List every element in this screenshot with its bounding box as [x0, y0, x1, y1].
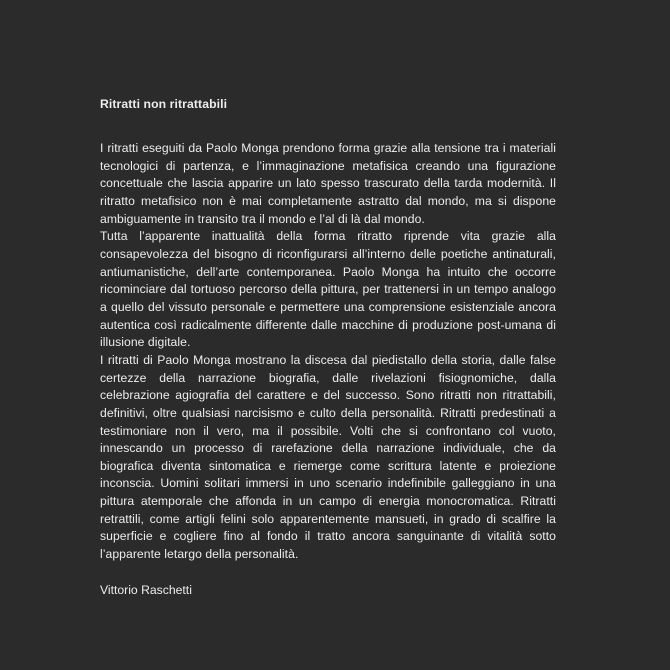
body-paragraph-3: I ritratti di Paolo Monga mostrano la discesa dal piedistallo della storia, dalle false certezze della narrazione biografia, dalle rivelazioni fisiognomiche, dalla celebrazione agiografia del carattere e del successo. Sono ritratti non ritrattabili, definitivi, oltre qualsiasi narcisismo e culto della personalità. Ritratti predestinati a testimoniare non il vero, ma il possibile. Volti che si confrontano col vuoto, innescando un processo di rarefazione della narrazione individuale, che da biografica diventa sintomatica e riemerge come scrittura latente e proiezione inconscia. Uomini solitari immersi in uno scenario indefinibile galleggiano in una pittura atemporale che affonda in un campo di energia monocromatica. Ritratti retrattili, come artigli felini solo apparentemente mansueti, in grado di scalfire la superficie e cogliere fino al fondo il tratto ancora sanguinante di vitalità sotto l’apparente letargo della personalità.: [100, 352, 556, 562]
author-signature: Vittorio Raschetti: [100, 582, 192, 597]
body-paragraph-1: I ritratti eseguiti da Paolo Monga prendono forma grazie alla tensione tra i materiali tecnologici di partenza, e l’immaginazione metafisica creando una figurazione concettuale che lascia apparire un lato spesso trascurato della tarda modernità. Il ritratto metafisico non è mai completamente astratto dal mondo, ma si dispone ambiguamente in transito tra il mondo e l’al di là dal mondo.: [100, 141, 556, 226]
body-paragraph-2: Tutta l’apparente inattualità della forma ritratto riprende vita grazie alla consapevolezza del bisogno di riconfigurarsi all’interno delle poetiche antinaturali, antiumanistiche, dell’arte contemporanea. Paolo Monga ha intuito che occorre ricominciare dal tortuoso percorso della pittura, per trattenersi in un tempo analogo a quello del vissuto personale e permettere una comprensione esistenziale ancora autentica così radicalmente differente dalle macchine di produzione post-umana di illusione digitale.: [100, 229, 556, 350]
document-title: Ritratti non ritrattabili: [100, 97, 228, 111]
text-block: [100, 96, 556, 599]
